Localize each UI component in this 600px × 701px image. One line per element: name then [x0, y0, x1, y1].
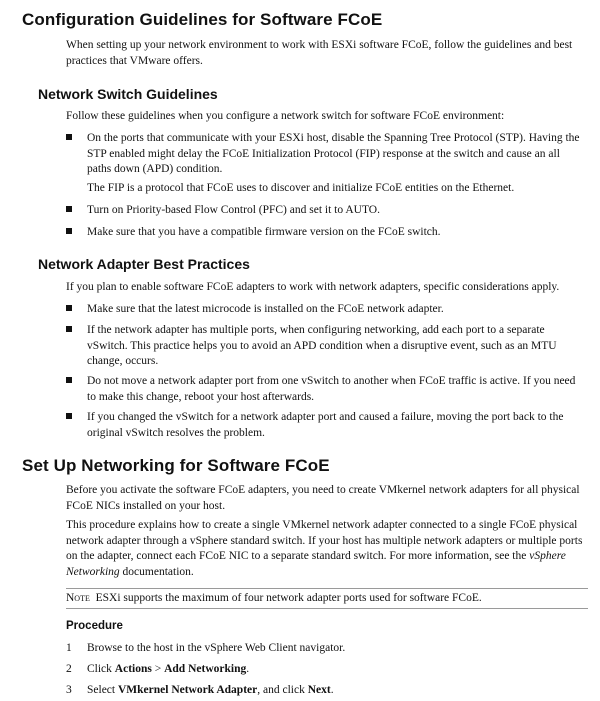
list-item	[66, 302, 590, 318]
square-bullet-icon	[66, 305, 72, 311]
note	[66, 591, 586, 607]
adapter-bullet-1: Make sure that the latest microcode is installed on the FCoE network adapter.	[87, 303, 444, 315]
subsection-title-switch: Network Switch Guidelines	[38, 86, 218, 102]
section-intro: When setting up your network environment to work with ESXi software FCoE, follow the guidelines and best practices that VMware offers.	[66, 39, 573, 67]
note-text: ESXi supports the maximum of four network adapter ports used for software FCoE.	[95, 592, 482, 604]
step-3-prefix: Select	[87, 684, 118, 696]
list-item	[66, 131, 590, 178]
switch-intro: Follow these guidelines when you configure a network switch for software FCoE environment:	[66, 110, 505, 122]
section-title-configuration-guidelines: Configuration Guidelines for Software FCoE	[22, 10, 383, 29]
step-3-text	[87, 683, 577, 699]
switch-bullet-1: On the ports that communicate with your ESXi host, disable the Spanning Tree Protocol (STP). Having the STP enabled might delay the FCoE Initialization Protocol (FIP) response at the switch and cause an all paths down (APD) condition.	[87, 132, 580, 175]
square-bullet-icon	[66, 413, 72, 419]
step-3-end: .	[330, 684, 334, 696]
square-bullet-icon	[66, 134, 72, 140]
step-2-separator: >	[151, 663, 165, 675]
procedure-heading: Procedure	[66, 620, 123, 632]
section-title-set-up-networking: Set Up Networking for Software FCoE	[22, 456, 330, 475]
setup-paragraph-1: Before you activate the software FCoE adapters, you need to create VMkernel network adapters for all physical FCoE NICs installed on your host.	[66, 484, 580, 512]
list-item	[66, 374, 590, 405]
adapter-bullet-2: If the network adapter has multiple ports, when configuring networking, add each port to a separate vSwitch. This practice helps you to avoid an APD condition when a disruptive event, such as an MTU change, occurs.	[87, 324, 557, 367]
step-3-middle: , and click	[257, 684, 308, 696]
switch-bullet-1-note: The FIP is a protocol that FCoE uses to discover and initialize FCoE entities on the Ethernet.	[87, 182, 515, 194]
list-item	[66, 203, 590, 219]
step-2-text	[87, 662, 577, 678]
note-label: Note	[66, 592, 90, 604]
list-item	[66, 410, 590, 441]
setup-paragraph-2-text: This procedure explains how to create a single VMkernel network adapter connected to a single FCoE physical network adapter through a vSphere standard switch. If your host has multiple network adapters or multiple ports on the adapter, connect each FCoE NIC to a separate standard switch. For more information, see the	[66, 519, 583, 562]
adapter-bullet-4: If you changed the vSwitch for a network adapter port and caused a failure, moving the port back to the original vSwitch resolves the problem.	[87, 411, 564, 439]
note-bottom-divider	[66, 608, 588, 609]
step-2-end: .	[246, 663, 250, 675]
procedure-step	[66, 641, 586, 657]
actions-menu-label: Actions	[114, 663, 152, 675]
step-2-prefix: Click	[87, 663, 115, 675]
step-number: 3	[66, 684, 72, 696]
procedure-step	[66, 662, 586, 678]
step-number: 2	[66, 663, 72, 675]
switch-bullet-3: Make sure that you have a compatible firmware version on the FCoE switch.	[87, 226, 441, 238]
step-number: 1	[66, 642, 72, 654]
subsection-title-adapter: Network Adapter Best Practices	[38, 256, 250, 272]
vmkernel-adapter-label: VMkernel Network Adapter	[117, 684, 258, 696]
list-item	[66, 225, 590, 241]
switch-bullet-2: Turn on Priority-based Flow Control (PFC) and set it to AUTO.	[87, 204, 380, 216]
adapter-bullet-3: Do not move a network adapter port from one vSwitch to another when FCoE traffic is active. If you need to make this change, reboot your host afterwards.	[87, 375, 576, 403]
list-item	[66, 323, 590, 370]
adapter-intro: If you plan to enable software FCoE adapters to work with network adapters, specific considerations apply.	[66, 281, 560, 293]
setup-paragraph-2-tail: documentation.	[119, 565, 194, 578]
add-networking-label: Add Networking	[164, 663, 247, 675]
square-bullet-icon	[66, 228, 72, 234]
vsphere-networking-reference: vSphere Networking	[66, 550, 566, 578]
procedure-step	[66, 683, 586, 699]
setup-paragraph-2	[66, 518, 586, 580]
next-label: Next	[307, 684, 331, 696]
square-bullet-icon	[66, 206, 72, 212]
note-top-divider	[66, 588, 588, 589]
square-bullet-icon	[66, 326, 72, 332]
square-bullet-icon	[66, 377, 72, 383]
step-1-text: Browse to the host in the vSphere Web Client navigator.	[87, 642, 346, 654]
